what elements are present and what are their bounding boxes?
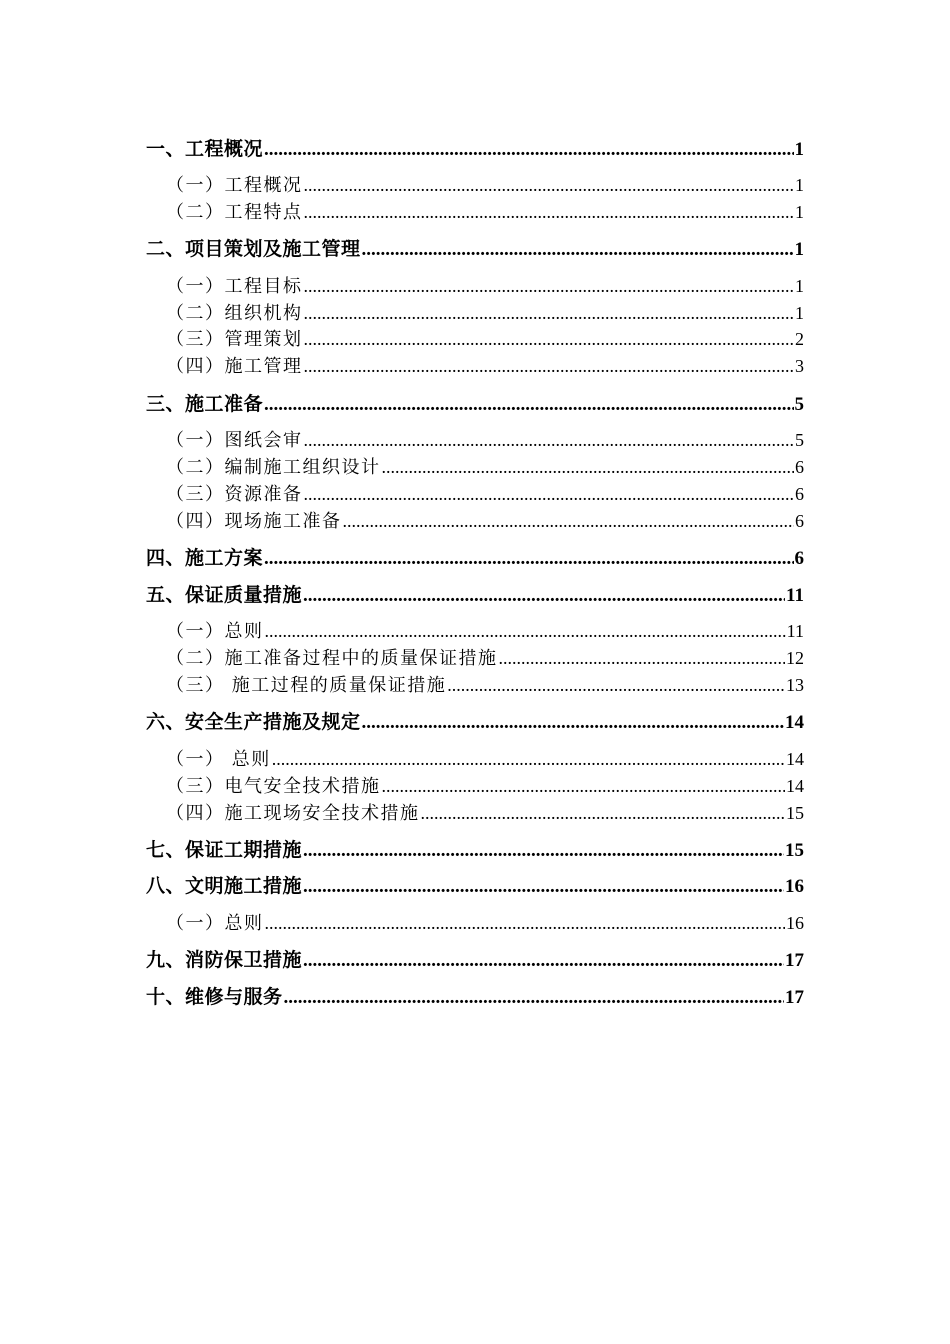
toc-entry[interactable] — [146, 713, 804, 732]
toc-entry[interactable] — [166, 676, 804, 695]
toc-entry-title: （二）编制施工组织设计 — [166, 457, 381, 478]
toc-entry-title: 五、保证质量措施 — [146, 584, 303, 606]
toc-entry[interactable] — [166, 485, 804, 504]
toc-dot-leader — [362, 240, 794, 259]
toc-entry[interactable] — [146, 951, 804, 970]
toc-entry[interactable] — [146, 395, 804, 414]
toc-dot-leader — [264, 140, 793, 159]
toc-entry-page: 3 — [795, 356, 804, 376]
toc-entry-title: （一）图纸会审 — [166, 430, 303, 451]
toc-dot-leader — [272, 750, 785, 768]
toc-dot-leader — [303, 877, 784, 896]
toc-dot-leader — [382, 777, 786, 795]
toc-entry-title: 七、保证工期措施 — [146, 839, 303, 861]
toc-dot-leader — [447, 676, 785, 694]
toc-entry[interactable] — [166, 431, 804, 450]
toc-dot-leader — [304, 431, 795, 449]
toc-entry-page: 6 — [795, 511, 804, 531]
toc-entry-title: （一）工程概况 — [166, 175, 303, 196]
toc-entry[interactable] — [146, 240, 804, 259]
toc-entry-title: （二）组织机构 — [166, 303, 303, 324]
toc-dot-leader — [304, 203, 795, 221]
toc-entry[interactable] — [146, 140, 804, 159]
toc-entry[interactable] — [166, 804, 804, 823]
toc-entry-title: （四）施工管理 — [166, 356, 303, 377]
toc-entry-title: （一）工程目标 — [166, 276, 303, 297]
toc-entry-title: 一、工程概况 — [146, 138, 264, 160]
toc-entry[interactable] — [166, 512, 804, 531]
toc-entry-page: 16 — [786, 913, 804, 933]
toc-dot-leader — [304, 277, 795, 295]
toc-dot-leader — [304, 357, 795, 375]
toc-entry-title: （三） 施工过程的质量保证措施 — [166, 675, 447, 696]
toc-entry-title: （四）施工现场安全技术措施 — [166, 803, 420, 824]
toc-dot-leader — [264, 549, 793, 568]
toc-entry[interactable] — [166, 622, 804, 641]
toc-entry[interactable] — [166, 458, 804, 477]
toc-entry-title: 八、文明施工措施 — [146, 875, 303, 897]
toc-dot-leader — [304, 485, 795, 503]
toc-dot-leader — [304, 304, 795, 322]
toc-entry-title: （一）总则 — [166, 913, 264, 934]
toc-entry-title: （一） 总则 — [166, 749, 271, 770]
toc-entry-page: 6 — [795, 457, 804, 477]
toc-entry-title: 九、消防保卫措施 — [146, 949, 303, 971]
toc-entry-page: 6 — [795, 484, 804, 504]
toc-entry[interactable] — [166, 176, 804, 195]
toc-entry-title: 十、维修与服务 — [146, 986, 283, 1008]
toc-entry-page: 14 — [785, 712, 804, 733]
toc-entry-title: （二）施工准备过程中的质量保证措施 — [166, 648, 498, 669]
toc-entry-title: （四）现场施工准备 — [166, 511, 342, 532]
toc-entry[interactable] — [146, 586, 804, 605]
toc-dot-leader — [499, 649, 786, 667]
toc-entry[interactable] — [146, 988, 804, 1007]
toc-entry-title: 四、施工方案 — [146, 547, 264, 569]
toc-dot-leader — [362, 713, 784, 732]
toc-entry-title: （三）资源准备 — [166, 484, 303, 505]
toc-entry-page: 11 — [786, 585, 804, 606]
toc-entry-page: 13 — [786, 675, 804, 695]
toc-entry-page: 1 — [794, 239, 804, 260]
toc-dot-leader — [421, 804, 786, 822]
toc-entry-page: 1 — [795, 276, 804, 296]
toc-entry-title: （二）工程特点 — [166, 202, 303, 223]
toc-dot-leader — [304, 330, 795, 348]
toc-entry[interactable] — [166, 777, 804, 796]
toc-dot-leader — [265, 914, 786, 932]
toc-entry-page: 1 — [794, 139, 804, 160]
toc-entry[interactable] — [146, 841, 804, 860]
toc-dot-leader — [264, 395, 793, 414]
toc-entry-page: 17 — [785, 987, 804, 1008]
toc-entry-page: 11 — [786, 621, 804, 641]
toc-entry-title: 二、项目策划及施工管理 — [146, 238, 361, 260]
toc-entry[interactable] — [166, 649, 804, 668]
toc-entry[interactable] — [166, 277, 804, 296]
toc-entry[interactable] — [166, 203, 804, 222]
toc-entry-page: 1 — [795, 303, 804, 323]
toc-entry-page: 5 — [794, 394, 804, 415]
toc-dot-leader — [303, 951, 784, 970]
toc-entry[interactable] — [166, 357, 804, 376]
toc-entry-title: （三）电气安全技术措施 — [166, 776, 381, 797]
toc-dot-leader — [265, 622, 786, 640]
toc-entry[interactable] — [146, 549, 804, 568]
toc-entry-page: 17 — [785, 950, 804, 971]
toc-entry-page: 5 — [795, 430, 804, 450]
toc-entry-page: 15 — [785, 840, 804, 861]
toc-dot-leader — [382, 458, 795, 476]
toc-entry-page: 14 — [786, 776, 804, 796]
toc-dot-leader — [343, 512, 795, 530]
toc-dot-leader — [303, 586, 785, 605]
toc-entry-page: 15 — [786, 803, 804, 823]
toc-entry-title: 三、施工准备 — [146, 393, 264, 415]
toc-entry[interactable] — [166, 330, 804, 349]
toc-entry-title: 六、安全生产措施及规定 — [146, 711, 361, 733]
toc-entry-page: 1 — [795, 202, 804, 222]
toc-entry-page: 6 — [794, 548, 804, 569]
toc-entry[interactable] — [146, 877, 804, 896]
toc-entry-page: 2 — [795, 329, 804, 349]
toc-entry[interactable] — [166, 304, 804, 323]
toc-entry-page: 14 — [786, 749, 804, 769]
toc-entry-page: 12 — [786, 648, 804, 668]
toc-dot-leader — [303, 841, 784, 860]
toc-entry[interactable] — [166, 750, 804, 769]
toc-dot-leader — [304, 176, 795, 194]
toc-entry-title: （一）总则 — [166, 621, 264, 642]
toc-entry-page: 1 — [795, 175, 804, 195]
toc-dot-leader — [284, 988, 784, 1007]
toc-entry[interactable] — [166, 914, 804, 933]
toc-entry-title: （三）管理策划 — [166, 329, 303, 350]
toc-entry-page: 16 — [785, 876, 804, 897]
